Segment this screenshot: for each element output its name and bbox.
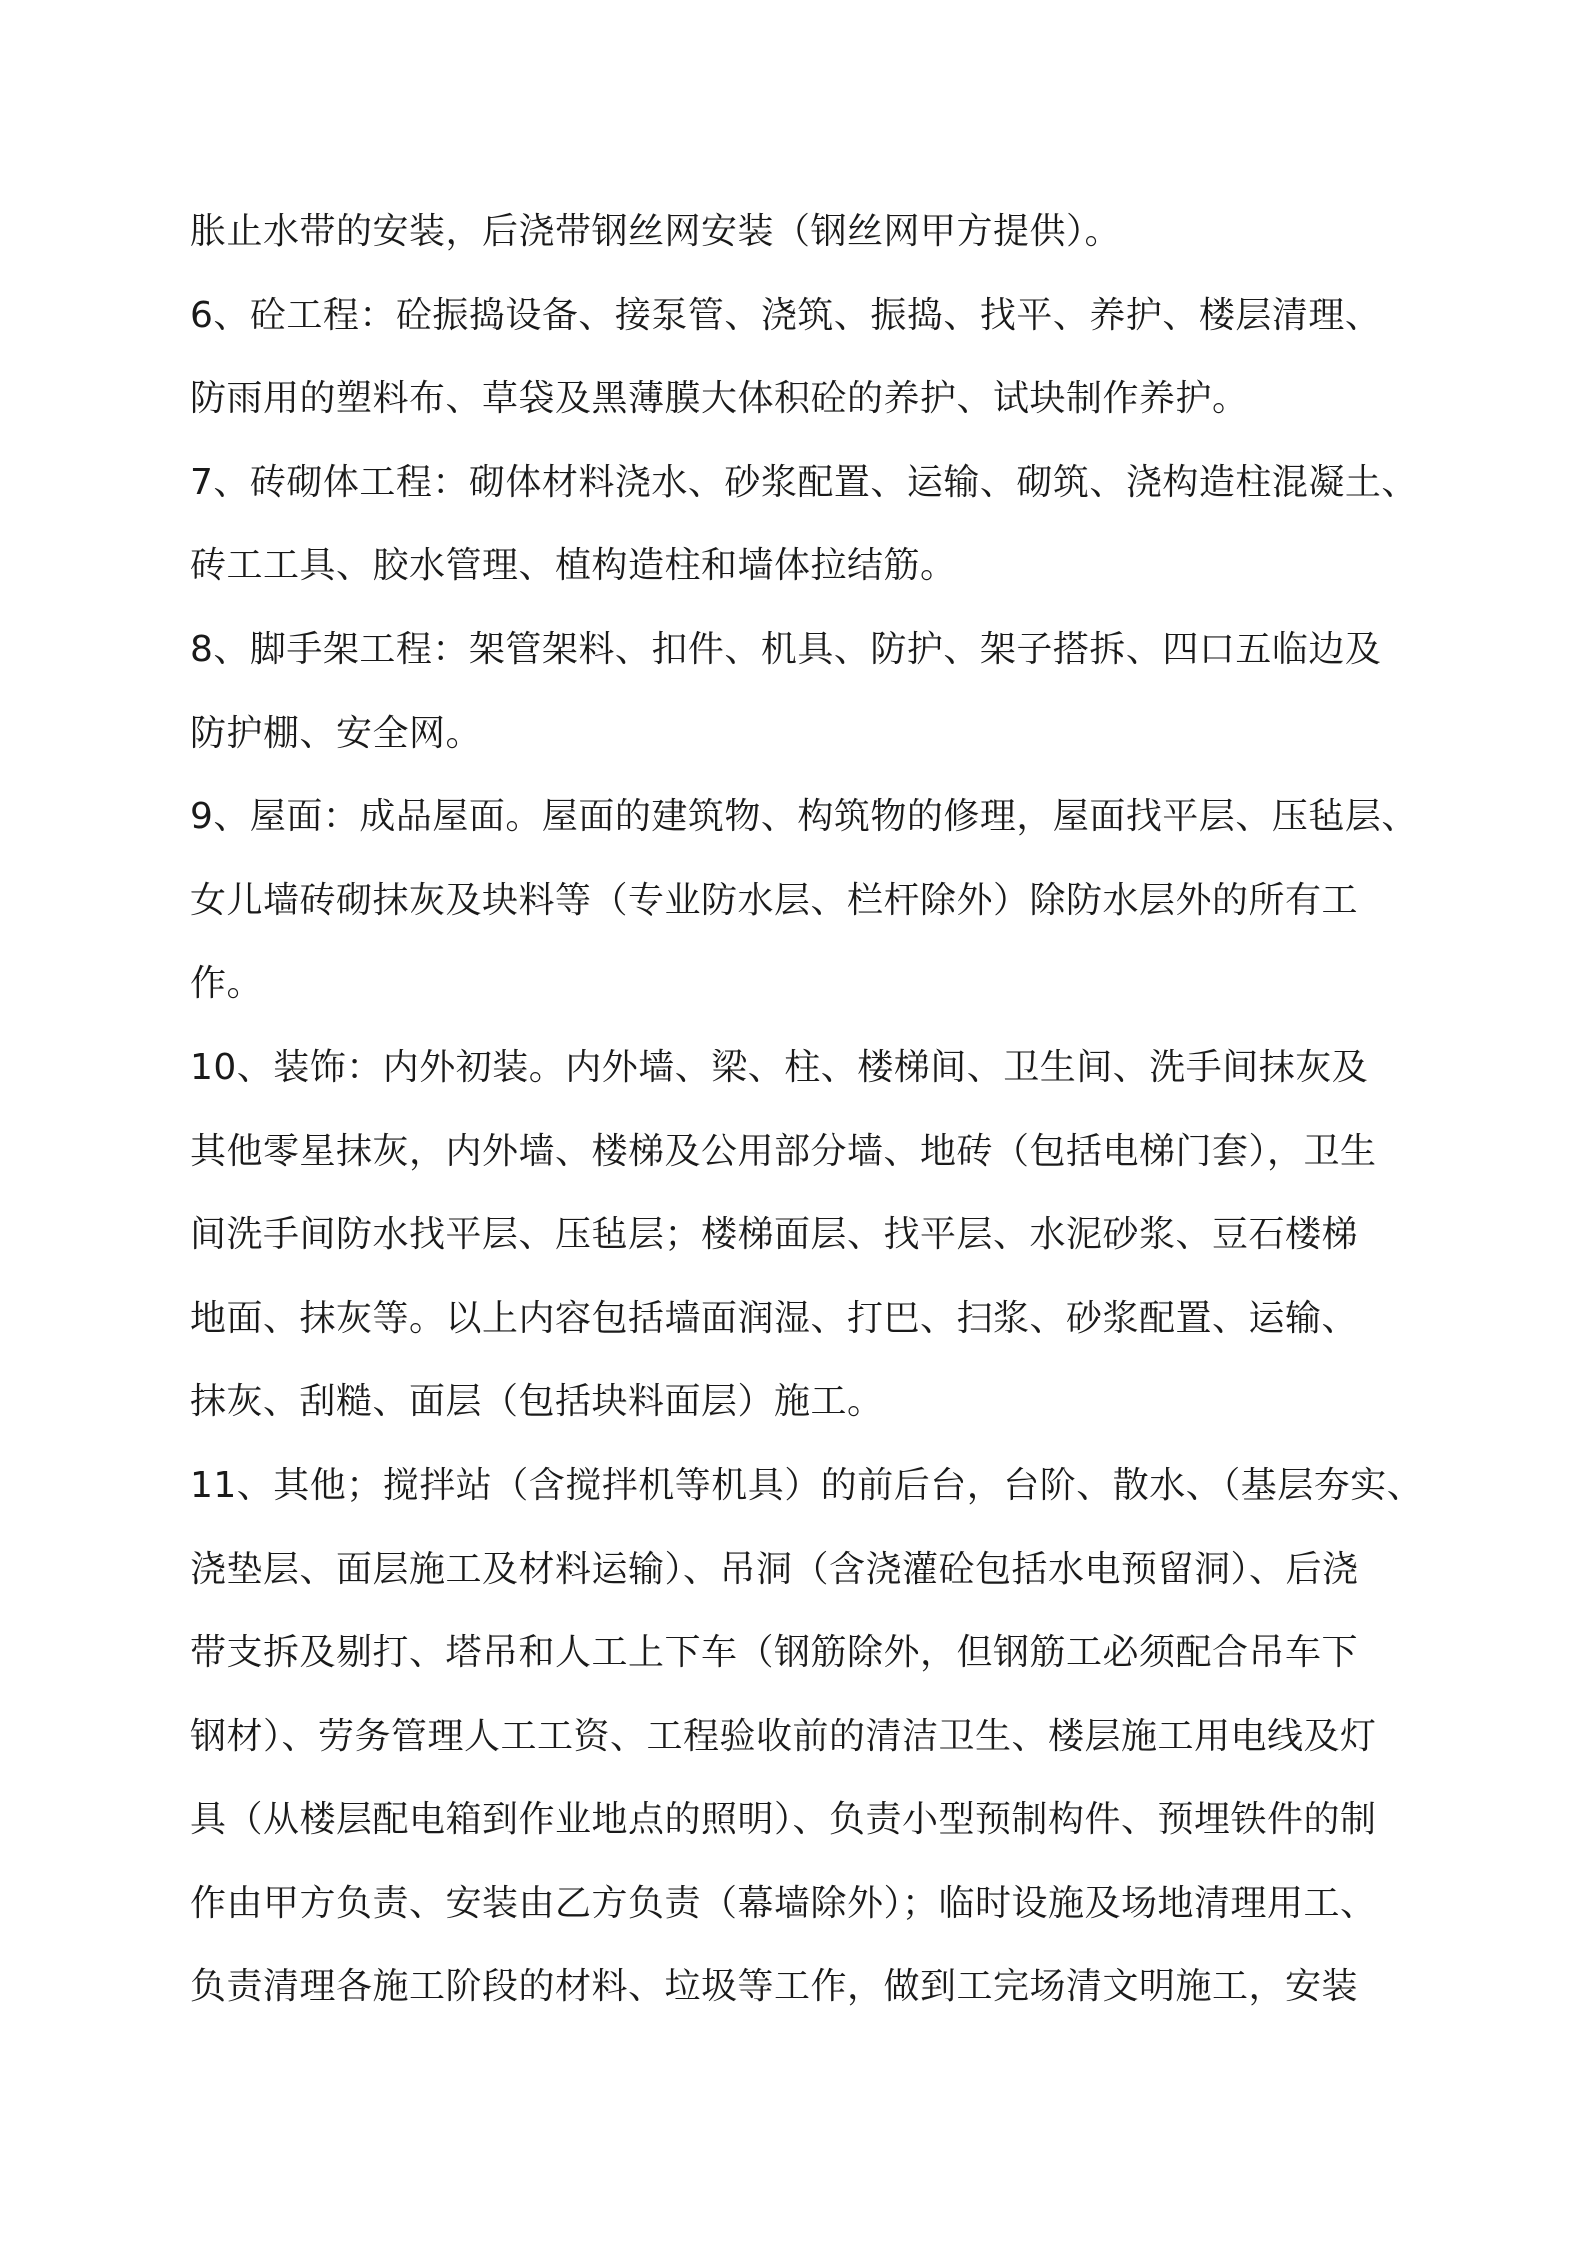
text-line: 9、屋面：成品屋面。屋面的建筑物、构筑物的修理，屋面找平层、压毡层、 — [190, 796, 1418, 838]
text-line: 作由甲方负责、安装由乙方负责（幕墙除外）；临时设施及场地清理用工、 — [190, 1882, 1377, 1924]
text-line: 作。 — [190, 963, 264, 1005]
text-line: 浇垫层、面层施工及材料运输）、吊洞（含浇灌砼包括水电预留洞）、后浇 — [190, 1548, 1359, 1590]
text-line: 钢材）、劳务管理人工工资、工程验收前的清洁卫生、楼层施工用电线及灯 — [190, 1715, 1377, 1757]
text-line: 具（从楼层配电箱到作业地点的照明）、负责小型预制构件、预埋铁件的制 — [190, 1799, 1377, 1841]
text-line: 8、脚手架工程：架管架料、扣件、机具、防护、架子搭拆、四口五临边及 — [190, 628, 1382, 670]
text-line: 间洗手间防水找平层、压毡层；楼梯面层、找平层、水泥砂浆、豆石楼梯 — [190, 1214, 1359, 1256]
text-line: 防护棚、安全网。 — [190, 712, 483, 754]
body-text — [190, 190, 1424, 2029]
text-line: 带支拆及剔打、塔吊和人工上下车（钢筋除外，但钢筋工必须配合吊车下 — [190, 1632, 1359, 1674]
text-line: 10、装饰：内外初装。内外墙、梁、柱、楼梯间、卫生间、洗手间抹灰及 — [190, 1046, 1369, 1088]
text-line: 砖工工具、胶水管理、植构造柱和墙体拉结筋。 — [190, 545, 957, 587]
text-line: 防雨用的塑料布、草袋及黑薄膜大体积砼的养护、试块制作养护。 — [190, 378, 1249, 420]
text-line: 7、砖砌体工程：砌体材料浇水、砂浆配置、运输、砌筑、浇构造柱混凝土、 — [190, 461, 1418, 503]
text-line: 抹灰、刮糙、面层（包括块料面层）施工。 — [190, 1381, 884, 1423]
text-line: 负责清理各施工阶段的材料、垃圾等工作，做到工完场清文明施工，安装 — [190, 1966, 1359, 2008]
text-line: 胀止水带的安装，后浇带钢丝网安装（钢丝网甲方提供）。 — [190, 211, 1122, 252]
text-line: 11、其他；搅拌站（含搅拌机等机具）的前后台，台阶、散水、（基层夯实、 — [190, 1464, 1424, 1506]
text-line: 其他零星抹灰，内外墙、楼梯及公用部分墙、地砖（包括电梯门套），卫生 — [190, 1130, 1377, 1172]
text-line: 6、砼工程：砼振捣设备、接泵管、浇筑、振捣、找平、养护、楼层清理、 — [190, 294, 1382, 336]
text-line: 女儿墙砖砌抹灰及块料等（专业防水层、栏杆除外）除防水层外的所有工 — [190, 879, 1359, 921]
text-line: 地面、抹灰等。以上内容包括墙面润湿、打巴、扫浆、砂浆配置、运输、 — [190, 1297, 1359, 1339]
